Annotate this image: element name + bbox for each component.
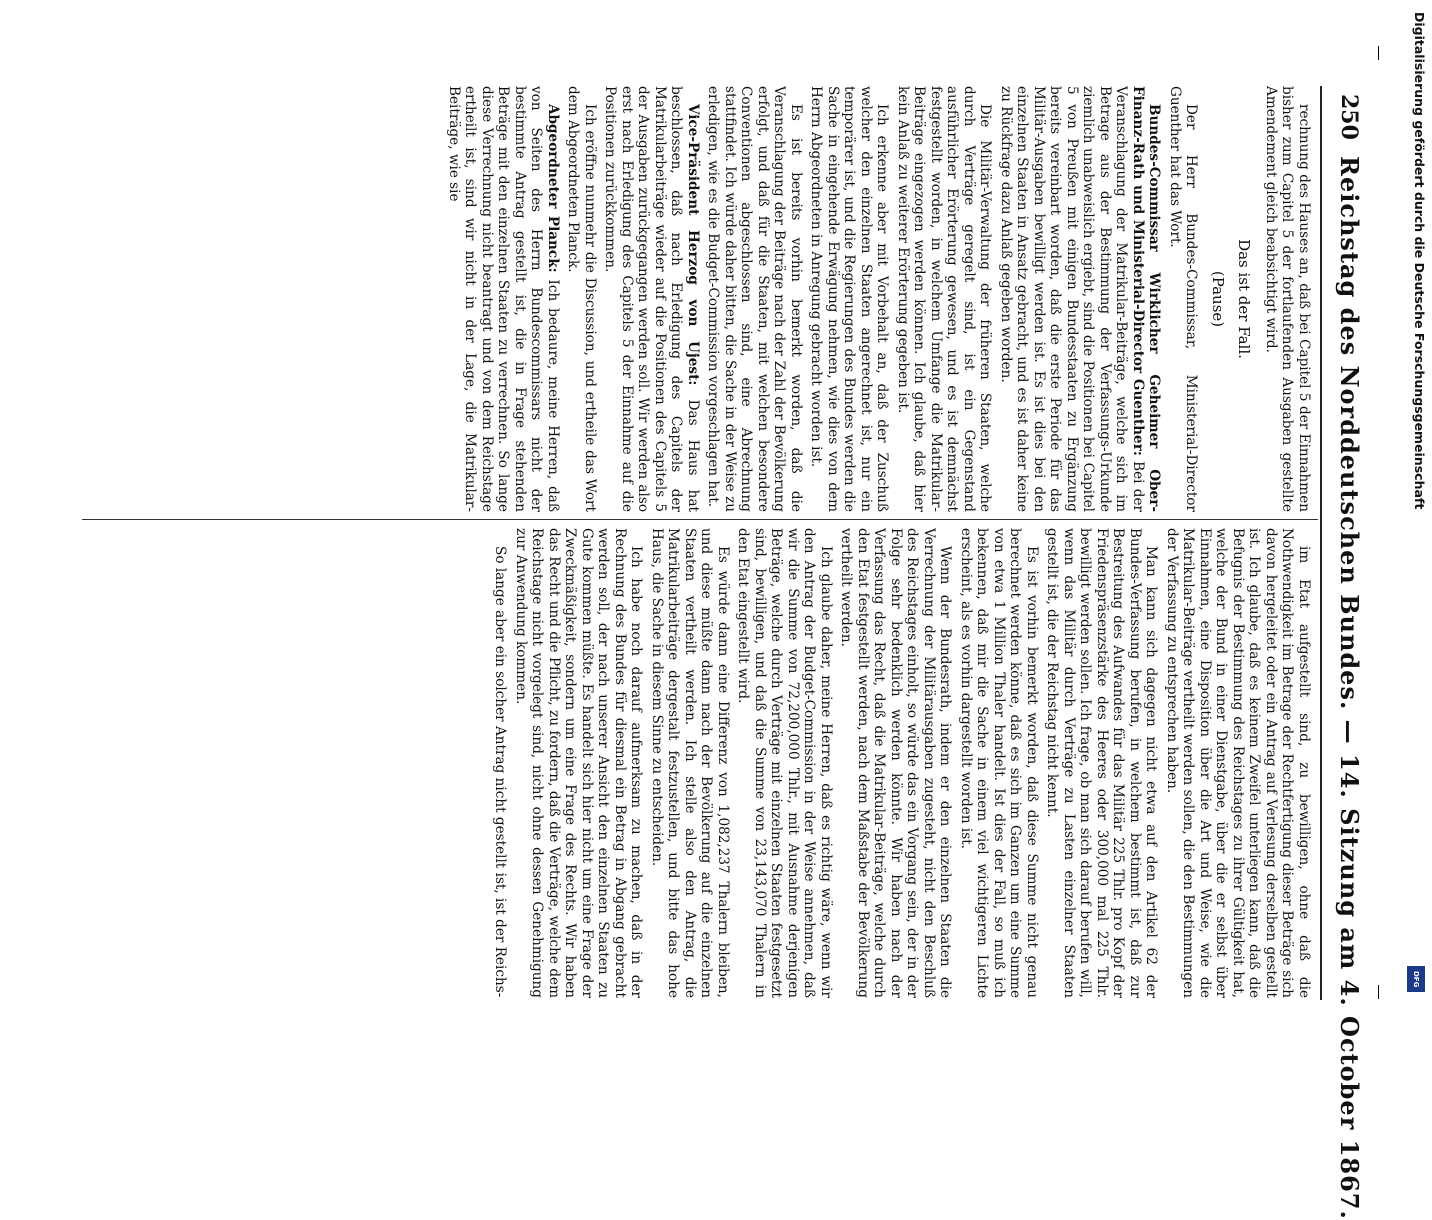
crop-mark-bottom bbox=[1378, 985, 1379, 999]
paragraph: Ich eröffne nunmehr die Discussion, und ertheile das Wort dem Abgeordneten Planck. bbox=[565, 86, 598, 512]
digitization-credit bbox=[1405, 12, 1427, 992]
dfg-logo: DFG bbox=[1407, 966, 1425, 992]
speaker-name: Bundes-Commissar Wirklicher Geheimer Ober-Finanz-Rath und Ministerial-Director Guenther: bbox=[1130, 86, 1163, 512]
credit-text: Digitalisierung gefördert durch die Deutsche Forschungsgemeinschaft bbox=[1412, 12, 1427, 510]
page-header bbox=[1320, 86, 1368, 1220]
paragraph bbox=[446, 86, 562, 512]
paragraph: Es ist vorhin bemerkt worden, daß diese Summe nicht genau berechnet werden könne, daß es sich im Ganzen um eine Summe von etwa 1 Million Thaler handelt. Ist dies der Fall, so muß ich bekennen, daß mir die Sache in einem viel wichtigeren Lichte erscheint, als es vorhin dargestellt worden ist. bbox=[958, 528, 1040, 998]
paragraph: Die Militär-Verwaltung der früheren Staaten, welche durch Verträge geregelt sind, ist ein Gegenstand ausführlicher Erörterung gewesen, und es ist demnächst festgestellt worden, in welchem Umfange die Matrikular-Beiträge eingezogen werden können. Ich glaube, daß hier kein Anlaß zu weiterer Erörterung gegeben ist. bbox=[895, 86, 994, 512]
text-column-left bbox=[86, 86, 1312, 512]
page-number: 250 bbox=[1336, 94, 1362, 140]
crop-mark-top bbox=[1378, 46, 1379, 60]
text-column-right bbox=[86, 528, 1312, 998]
paragraph: Es würde dann eine Differenz von 1,082,237 Thalern bleiben, und diese müßte dann nach der Bevölkerung auf die einzelnen Staaten vertheilt werden. Ich stelle also den Antrag, die Matrikularbeiträge dergestalt festzustellen, und bitte das hohe Haus, die Sache in diesem Sinne zu entscheiden. bbox=[649, 528, 731, 998]
speaker-name: Vice-Präsident Herzog von Ujest: bbox=[685, 104, 701, 386]
paragraph bbox=[602, 86, 701, 512]
speech-text: Das Haus hat beschlossen, daß nach Erledigung des Capitels der Matrikularbeiträge wieder auf die Positionen des Capitels 5 der Ausgaben zurückgegangen werden soll. Wir werden also erst nach Erledigung des Capitels 5 der Einnahme auf die Positionen zurückkommen. bbox=[602, 86, 701, 512]
paragraph: im Etat aufgestellt sind, zu bewilligen, ohne daß die Nothwendigkeit im Betrage der Rechtfertigung dieser Beträge sich davon hergeleitet oder ein Antrag auf Verlesung derselben gestellt ist. Ich glaube, daß es keinem Zweifel unterliegen kann, daß die Befugnis der Bestimmung des Reichstages zu ihrer Gültigkeit hat, welche der Bund in einer Dienstgabe, über die er selbst über Einnahmen, eine Disposition über die Art und Weise, wie die Matrikular-Beiträge vertheilt werden sollen, die den Bestimmungen der Verfassung zu entsprechen haben. bbox=[1164, 528, 1312, 998]
paragraph: Man kann sich dagegen nicht etwa auf den Artikel 62 der Bundes-Verfassung berufen, in welchem bestimmt ist, daß zur Bestreitung des Aufwandes für das Militär 225 Thlr. pro Kopf der Friedenspräsenzstärke des Heeres oder 300,000 mal 225 Thlr. bewilligt werden sollen. Ich frage, ob man sich darauf berufen will, wenn das Militär durch Verträge zu Lasten einzelner Staaten gestellt ist, die der Reichstag nicht kennt. bbox=[1044, 528, 1160, 998]
column-divider bbox=[82, 519, 1318, 520]
paragraph: Das ist der Fall. bbox=[1235, 239, 1254, 359]
paragraph: Ich erkenne aber mit Vorbehalt an, daß der Zuschuß welcher den einzelnen Staaten angerechnet ist, nur ein temporärer ist, und die Regierungen des Bundes werden die Sache in eingehende Erwägung nehmen, wie dies von dem Herrn Abgeordneten in Anregung gebracht worden ist. bbox=[808, 86, 891, 512]
speaker-name: Abgeordneter Planck: bbox=[545, 104, 561, 273]
running-head: Reichstag des Norddeutschen Bundes. — 14. Sitzung am 4. October 1867. bbox=[1335, 156, 1364, 1220]
paragraph bbox=[998, 86, 1163, 512]
pause-note: (Pause) bbox=[1209, 270, 1227, 328]
paragraph: Ich habe noch darauf aufmerksam zu machen, daß in der Rechnung des Bundes für diesmal ein Betrag in Abgang gebracht werden soll, der nach unserer Ansicht den einzelnen Staaten zu Gute kommen müßte. Es handelt sich hier nicht um eine Frage der Zweckmäßigkeit, sondern um eine Frage des Rechts. Wir haben das Recht und die Pflicht, zu fordern, daß die Verträge, welche dem Reichstage nicht vorgelegt sind, nicht ohne dessen Genehmigung zur Anwendung kommen. bbox=[513, 528, 645, 998]
speech-text: Bei der Veranschlagung der Matrikular-Beiträge, welche sich im Betrage aus der Bestimmung der Verfassungs-Urkunde ziemlich unabweislich ergiebt, sind die Positionen bei Capitel 5 von Preußen mit einigen Bundesstaaten zu Ergänzung bereits vereinbart worden, daß die erste Periode für das Militär-Ausgaben bewilligt werden ist. Es ist dies bei den einzelnen Staaten in Ansatz gebracht, und es ist daher keine zu Rückfrage dazu Anlaß gegeben worden. bbox=[998, 86, 1146, 512]
paragraph: Der Herr Bundes-Commissar, Ministerial-Director Guenther hat das Wort. bbox=[1167, 86, 1200, 512]
paragraph: Wenn der Bundesrath, indem er den einzelnen Staaten die Verrechnung der Militärausgaben zugesteht, nicht den Beschluß des Reichstages einholt, so würde das ein Vorgang sein, der in der Folge sehr bedenklich werden könnte. Wir haben nach der Verfassung das Recht, daß die Matrikular-Beiträge, welche durch den Etat festgestellt werden, nach dem Maßstabe der Bevölkerung vertheilt werden. bbox=[838, 528, 954, 998]
speech-text: Ich bedaure, meine Herren, daß von Seiten des Herrn Bundescommissars nicht der bestimmte Antrag gestellt ist, die in Frage stehenden Beträge mit den einzelnen Staaten zu verrechnen. So lange diese Verrechnung nicht beantragt und von dem Reichstage ertheilt ist, sind wir nicht in der Lage, die Matrikular-Beiträge, wie sie bbox=[446, 86, 561, 512]
paragraph: rechnung des Hauses an, daß bei Capitel 5 der Einnahmen bisher zum Capitel 5 der fortlaufenden Ausgaben gestellte Amendement gleich beabsichtigt wird. bbox=[1263, 86, 1312, 512]
paragraph: Ich glaube daher, meine Herren, daß es richtig wäre, wenn wir den Antrag der Budget-Commission in der Weise annehmen, daß wir die Summe von 72,200,000 Thlr., mit Ausnahme derjenigen Beträge, welche durch Verträge mit einzelnen Staaten festgesetzt sind, bewilligen, und daß die Summe von 23,143,070 Thalern in den Etat eingestellt wird. bbox=[735, 528, 834, 998]
scanned-page bbox=[78, 86, 1368, 1220]
paragraph: Es ist bereits vorhin bemerkt worden, daß die Veranschlagung der Beiträge nach der Zahl der Bevölkerung erfolgt, und daß für die Staaten, mit welchen besondere Conventionen abgeschlossen sind, eine Abrechnung stattfindet. Ich würde daher bitten, die Sache in der Weise zu erledigen, wie es die Budget-Commission vorgeschlagen hat. bbox=[705, 86, 804, 512]
paragraph: So lange aber ein solcher Antrag nicht gestellt ist, ist der Reichs- bbox=[492, 546, 509, 998]
